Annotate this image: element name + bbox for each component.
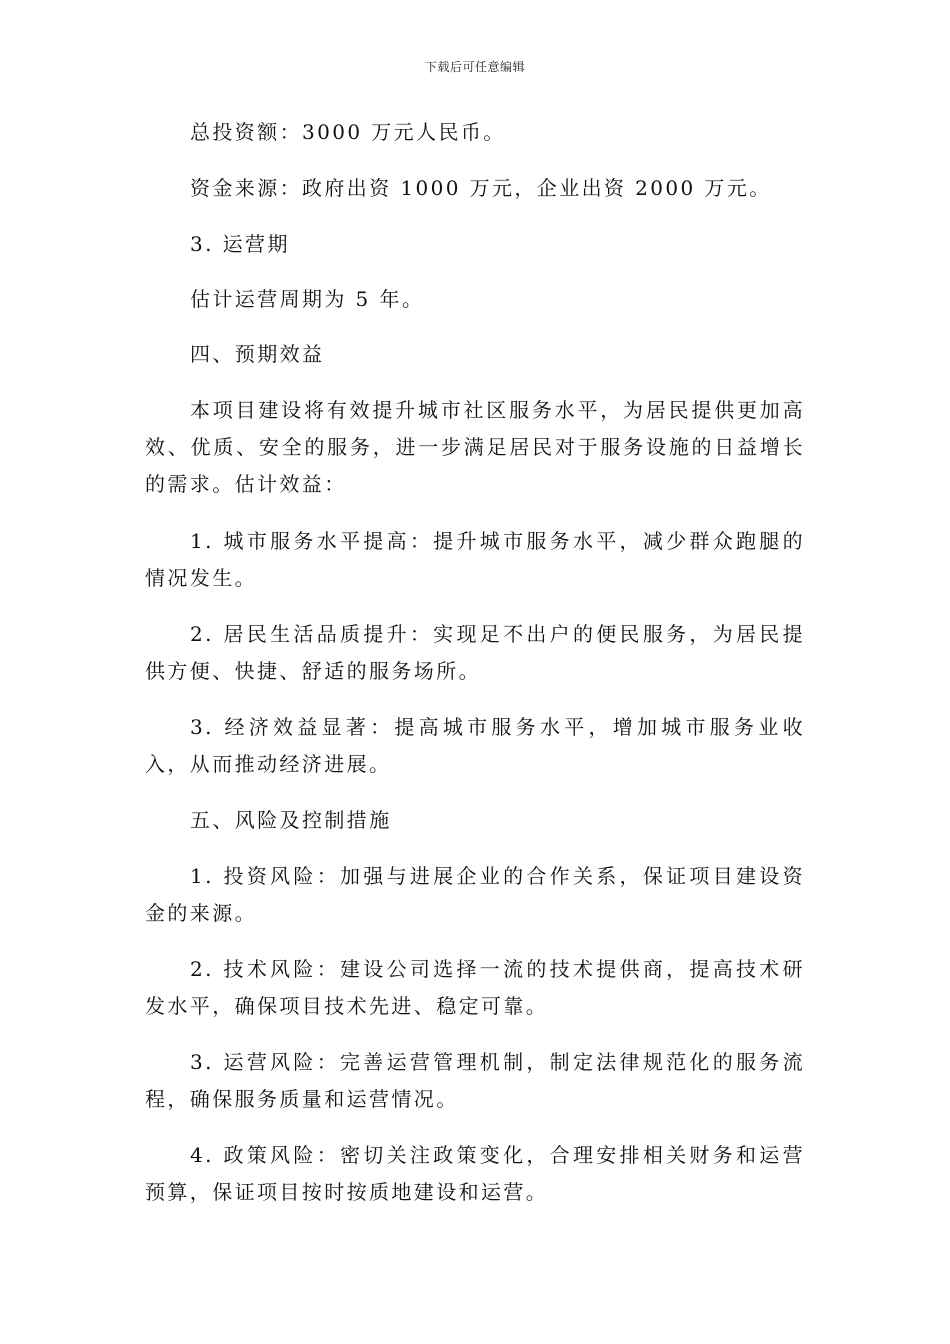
list-item-risk-2: 2. 技术风险：建设公司选择一流的技术提供商，提高技术研发水平，确保项目技术先进、稳定可靠。	[145, 957, 805, 1018]
list-item-benefit-2: 2. 居民生活品质提升：实现足不出户的便民服务，为居民提供方便、快捷、舒适的服务场所。	[145, 622, 805, 683]
list-item-benefit-1: 1. 城市服务水平提高：提升城市服务水平，减少群众跑腿的情况发生。	[145, 529, 805, 590]
list-item-risk-1: 1. 投资风险：加强与进展企业的合作关系，保证项目建设资金的来源。	[145, 864, 805, 925]
paragraph-total-investment: 总投资额：3000 万元人民币。	[190, 120, 506, 144]
heading-section-4: 四、预期效益	[190, 342, 325, 366]
list-item-benefit-3: 3. 经济效益显著：提高城市服务水平，增加城市服务业收入，从而推动经济进展。	[145, 715, 805, 776]
list-item-risk-3: 3. 运营风险：完善运营管理机制，制定法律规范化的服务流程，确保服务质量和运营情况。	[145, 1050, 805, 1111]
heading-section-5: 五、风险及控制措施	[190, 808, 392, 832]
document-body	[145, 114, 805, 1211]
page-header: 下载后可任意编辑	[424, 60, 525, 74]
paragraph-operation-cycle: 估计运营周期为 5 年。	[190, 287, 425, 311]
paragraph-benefit-intro: 本项目建设将有效提升城市社区服务水平，为居民提供更加高效、优质、安全的服务，进一步满足居民对于服务设施的日益增长的需求。估计效益：	[145, 398, 805, 496]
paragraph-fund-source: 资金来源：政府出资 1000 万元，企业出资 2000 万元。	[190, 176, 772, 200]
list-item-risk-4: 4. 政策风险：密切关注政策变化，合理安排相关财务和运营预算，保证项目按时按质地建设和运营。	[145, 1143, 805, 1204]
heading-operation-period: 3. 运营期	[190, 232, 290, 256]
